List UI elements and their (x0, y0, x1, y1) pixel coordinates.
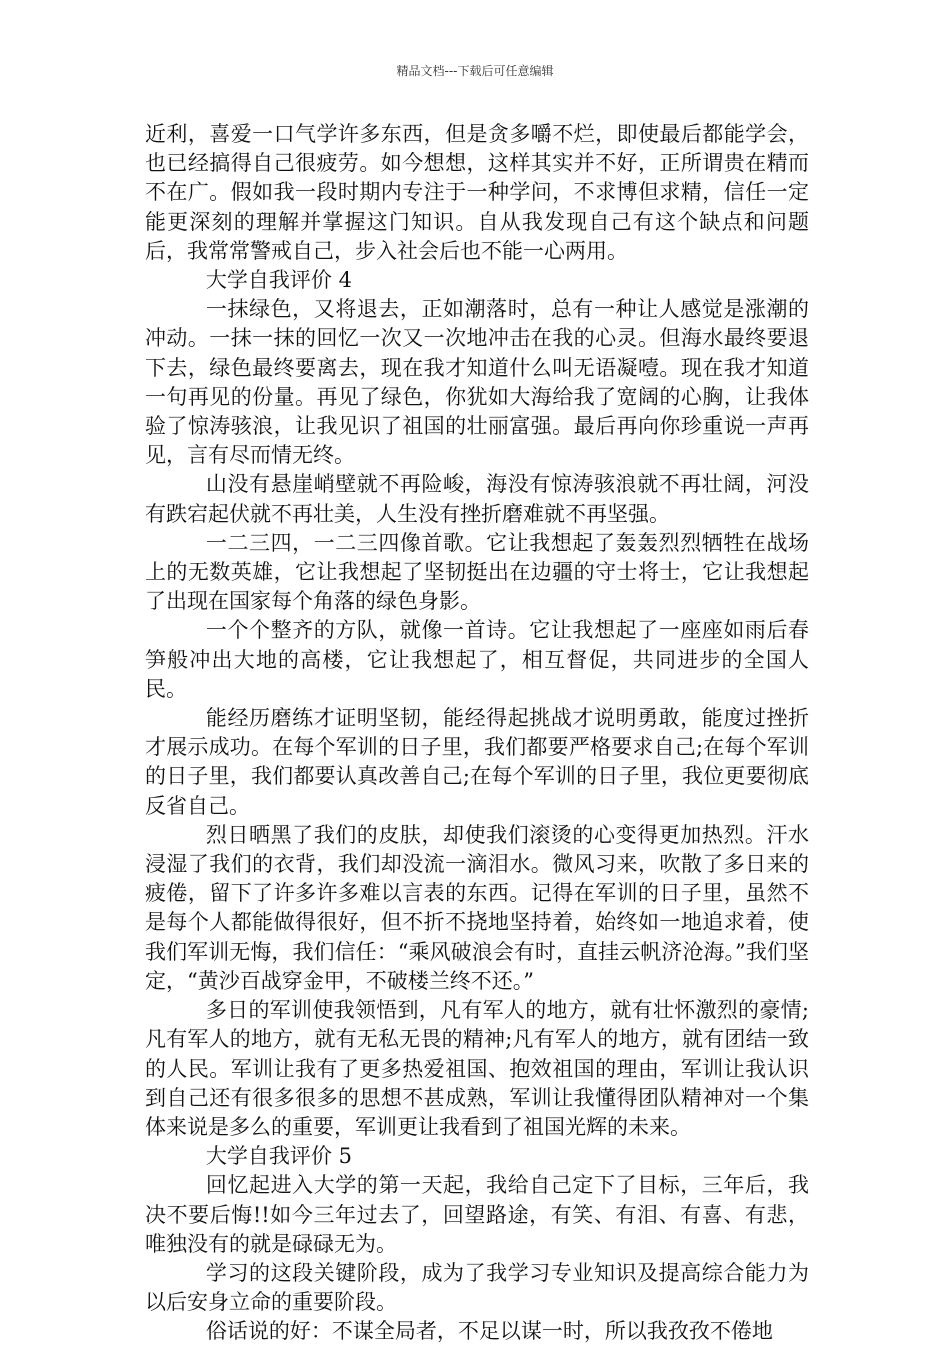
paragraph: 回忆起进入大学的第一天起，我给自己定下了目标，三年后，我决不要后悔!!如今三年过去了，回望路途，有笑、有泪、有喜、有悲，唯独没有的就是碌碌无为。 (145, 1173, 809, 1256)
section-heading-4: 大学自我评价 4 (205, 268, 352, 293)
section-heading-5: 大学自我评价 5 (205, 1144, 352, 1169)
paragraph: 多日的军训使我领悟到，凡有军人的地方，就有壮怀激烈的豪情;凡有军人的地方，就有无私无畏的精神;凡有军人的地方，就有团结一致的人民。军训让我有了更多热爱祖国、抱效祖国的理由，军训让我认识到自己还有很多很多的思想不甚成熟，军训让我懂得团队精神对一个集体来说是多么的重要，军训更让我看到了祖国光辉的未来。 (145, 998, 809, 1139)
paragraph: 一抹绿色，又将退去，正如潮落时，总有一种让人感觉是涨潮的冲动。一抹一抹的回忆一次又一次地冲击在我的心灵。但海水最终要退下去，绿色最终要离去，现在我才知道什么叫无语凝噎。现在我才知道一句再见的份量。再见了绿色，你犹如大海给我了宽阔的心胸，让我体验了惊涛骇浪，让我见识了祖国的壮丽富强。最后再向你珍重说一声再见，言有尽而情无终。 (145, 297, 809, 468)
paragraph-continuation: 近利，喜爱一口气学许多东西，但是贪多嚼不烂，即使最后都能学会，也已经搞得自己很疲劳。如今想想，这样其实并不好，正所谓贵在精而不在广。假如我一段时期内专注于一种学问，不求博但求精，信任一定能更深刻的理解并掌握这门知识。自从我发现自己有这个缺点和问题后，我常常警戒自己，步入社会后也不能一心两用。 (145, 122, 809, 263)
page-header: 精品文档---下载后可任意编辑 (396, 64, 554, 78)
paragraph: 一个个整齐的方队，就像一首诗。它让我想起了一座座如雨后春笋般冲出大地的高楼，它让我想起了，相互督促，共同进步的全国人民。 (145, 618, 809, 701)
paragraph: 烈日晒黑了我们的皮肤，却使我们滚烫的心变得更加热烈。汗水浸湿了我们的衣背，我们却没流一滴泪水。微风习来，吹散了多日来的疲倦，留下了许多许多难以言表的东西。记得在军训的日子里，虽然不是每个人都能做得很好，但不折不挠地坚持着，始终如一地追求着，使我们军训无悔，我们信任：“乘风破浪会有时，直挂云帆济沧海。”我们坚定，“黄沙百战穿金甲，不破楼兰终不还。” (145, 822, 809, 993)
document-body (145, 120, 809, 1347)
paragraph: 能经历磨练才证明坚韧，能经得起挑战才说明勇敢，能度过挫折才展示成功。在每个军训的日子里，我们都要严格要求自己;在每个军训的日子里，我们都要认真改善自己;在每个军训的日子里，我位更要彻底反省自己。 (145, 706, 809, 818)
paragraph: 俗话说的好：不谋全局者，不足以谋一时，所以我孜孜不倦地 (205, 1319, 773, 1344)
paragraph: 一二三四，一二三四像首歌。它让我想起了轰轰烈烈牺牲在战场上的无数英雄，它让我想起了坚韧挺出在边疆的守士将士，它让我想起了出现在国家每个角落的绿色身影。 (145, 530, 809, 614)
paragraph: 山没有悬崖峭壁就不再险峻，海没有惊涛骇浪就不再壮阔，河没有跌宕起伏就不再壮美，人生没有挫折磨难就不再坚强。 (145, 472, 809, 526)
paragraph: 学习的这段关键阶段，成为了我学习专业知识及提高综合能力为以后安身立命的重要阶段。 (145, 1260, 809, 1315)
